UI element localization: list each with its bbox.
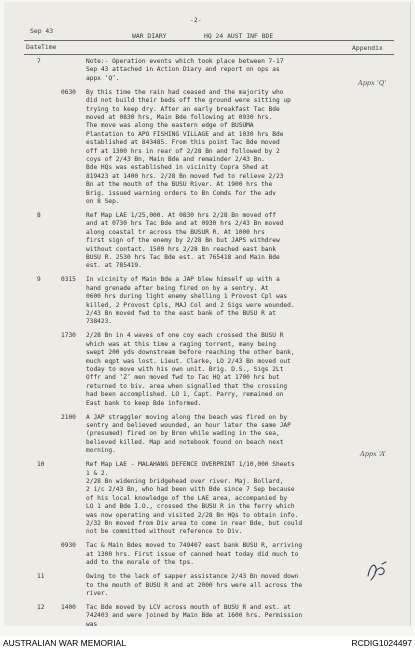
diary-entry [4,573,410,598]
entry-text-line: had been accomplished. LO 1, Capt. Parry, remained on [86,391,284,399]
page-number: -2- [190,16,202,24]
entry-text-line: morning. [86,447,116,455]
diary-entry [4,276,410,326]
entry-text-line: to the mouth of BUSU R and at 2000 hrs were all across the [86,581,303,589]
entry-text-line: at 1300 hrs. First issue of canned heat today did much to [86,550,299,558]
entry-text-line: off at 1300 hrs in rear of 2/28 Bn and followed by 2 [86,147,280,155]
entry-text-line: Owing to the lack of sapper assistance 2/43 Bn moved down [86,573,299,581]
entry-text-line: 0600 hrs during light enemy shelling 1 Provost Cpl was [86,293,288,301]
entry-text-line: much eqpt was lost. Lieut. Clarke, LO 2/43 Bn moved out [86,357,291,365]
entry-text-line: add to the morale of the tps. [86,559,195,567]
diary-entry [4,414,410,456]
entry-time: 1400 [61,604,76,611]
entry-text-line: and at 0730 hrs Tac Bde and at 0930 hrs 2/43 Bn moved [86,220,284,228]
diary-entry [4,212,410,271]
entry-text-line: swept 200 yds downstream before reaching the other bank, [86,349,295,357]
entry-text-line: A JAP straggler moving along the beach was fired on by [86,413,288,421]
entry-text-line: Plantation to APO FISHING VILLAGE and at 1030 hrs Bde [86,130,284,138]
entry-text-line: 2/28 Bn widening bridgehead over river. Maj. Bollard, [86,477,284,485]
header-rule-top [24,40,394,41]
entry-text-line: Offr and ‘Z’ men moved fwd to Tac HQ at 1700 hrs but [86,374,280,382]
entry-text-line: 2/43 Bn moved fwd to the east bank of the BUSU R at [86,309,276,317]
entry-text-line: not be committed without reference to Div. [86,528,243,536]
entry-date: 9 [37,276,41,284]
entry-text-line: river. [86,589,109,597]
entry-text-line: Ref Map LAE 1/25,000. At 0830 hrs 2/28 Bn moved off [86,212,276,219]
entry-text-line: 2 i/c 2/43 Bn, who had been with Bde since 7 Sep because [86,486,295,494]
entry-text-line: trying to keep dry. After an early breakfast Tac Bde [86,105,280,113]
header-unit: HQ 24 AUST INF BDE [204,32,274,40]
entry-text-line: Bn at the mouth of the BUSU River. At 1900 hrs the [86,181,273,189]
entry-date: 10 [37,461,45,469]
entry-text-line: along coastal tr across the BUSUR R. At 1000 hrs [86,228,265,236]
entry-date: 7 [37,58,41,65]
entry-text-line: By this time the rain had ceased and the majority who [86,88,284,96]
header-month: Sep 43 [30,27,54,35]
entry-text-line: appx ‘Q’. [86,74,120,82]
entry-time: 0930 [61,542,76,550]
entry-text-line: Brig. issued warning orders to Bn Comds for the adv [86,189,276,197]
entry-text-line: established at 843485. From this point Tac Bde moved [86,139,280,147]
entry-text-line: 2/28 Bn in 4 waves of one coy each crossed the BUSU R [86,332,284,340]
entry-text-line: (presumed) fired on by Bren while wading in the sea, [86,430,280,438]
entry-text-line: which was at this time a raging torrent, many being [86,340,276,348]
entry-text-line: killed, 2 Provost Cpls, MAJ Col and 2 Sigs were wounded. [86,301,295,309]
handwritten-initials [364,558,390,584]
entry-time: 0630 [61,88,76,96]
entry-text-line: hand grenade after being fired on by a sentry. At [86,284,269,292]
entry-text-line: Tac Bde moved by LCV across mouth of BUSU R and est. at [86,604,291,611]
entry-date: 12 [37,604,45,611]
column-date-label: Date [26,43,42,51]
diary-entry [4,461,410,537]
diary-entry [4,332,410,408]
diary-entry [4,542,410,567]
entry-text-line: Tac & Main Bdes moved to 749407 east bank BUSU R, arriving [86,542,303,550]
entry-time: 1730 [61,332,76,340]
entry-text-line: The move was along the eastern edge of BUSUMA [86,122,254,130]
margin-note-appx-q: Appx ‘Q’ [358,79,387,87]
entry-text-line: Bde HQs was established in vicinity Copra Shed at [86,164,269,172]
header-title: WAR DIARY [132,32,167,40]
entry-text-line: Ref Map LAE - MALAHANG DEFENCE OVERPRINT 1/10,000 Sheets [86,461,295,469]
margin-note-appx-a: Appx ‘A’ [360,450,386,458]
header-rule-bottom [24,54,394,55]
entry-text-line: returned to biv. area when signalled that the crossing [86,382,288,390]
entry-date: 11 [37,573,45,581]
entry-text-line: believed killed. Map and notebook found on beach next [86,438,284,446]
entry-text-line: Note:- Operation events which took place between 7-17 [86,58,284,65]
entry-text-line: without contact. 1500 hrs 2/28 Bn reached east bank [86,245,276,253]
entry-text-line: 1 & 2. [86,469,109,477]
column-appendix-label: Appendix [352,44,383,52]
archive-footer [0,636,415,654]
entry-text-line: moved at 0830 hrs, Main Bde following at 0930 hrs. [86,113,273,121]
entry-text-line: LO 1 and Bde I.O., crossed the BUSU R in the ferry which [86,503,295,511]
entry-text-line: today to move with his own unit. Brig. D.S., Sigs 2Lt [86,365,284,373]
footer-record-id: RCDIG1024497 [351,638,412,648]
entry-text-line: 742403 and were joined by Main Bde at 1600 hrs. Permission [86,612,303,620]
entry-text-line: sentry and believed wounded, an hour later the same JAP [86,421,291,429]
entry-text-line: 2/32 Bn moved from Div area to come in rear Bde, but could [86,519,303,527]
diary-entry [4,604,410,629]
entry-text-line: In vicinity of Main Bde a JAP blew himself up with a [86,276,280,284]
entry-text-line: coys of 2/43 Bn, Main Bde and remainder 2/43 Bn. [86,155,265,163]
diary-entry [4,58,410,83]
entry-text-line: est. at 785419. [86,262,142,270]
entry-text-line: 819423 at 1400 hrs. 2/28 Bn moved fwd to relieve 2/23 [86,172,284,180]
entry-text-line: East bank to keep Bde informed. [86,399,202,407]
entry-text-line: first sign of the enemy by 2/28 Bn but JAPS withdrew [86,237,280,245]
entry-text-line: 738423. [86,318,113,326]
diary-entry [4,89,410,207]
entry-text-line: was [86,620,98,628]
entry-text-line: was now operating and visited 2/28 Bn HQs to obtain info. [86,511,299,519]
diary-page [4,2,411,626]
entry-text-line: on 8 Sep. [86,197,120,205]
entry-text-line: of his local knowledge of the LAE area, accompanied by [86,494,288,502]
entry-date: 8 [37,212,41,219]
entry-time: 0315 [61,276,76,284]
entry-text-line: BUSU R. 2530 hrs Tac Bde est. at 765418 and Main Bde [86,254,280,261]
footer-institution: AUSTRALIAN WAR MEMORIAL [3,638,126,648]
entry-text-line: did not build their beds off the ground were sitting up [86,97,291,105]
column-time-label: Time [41,43,57,51]
entry-time: 2100 [61,413,76,421]
entry-text-line: Sep 43 attached in Action Diary and report on ops as [86,66,280,74]
